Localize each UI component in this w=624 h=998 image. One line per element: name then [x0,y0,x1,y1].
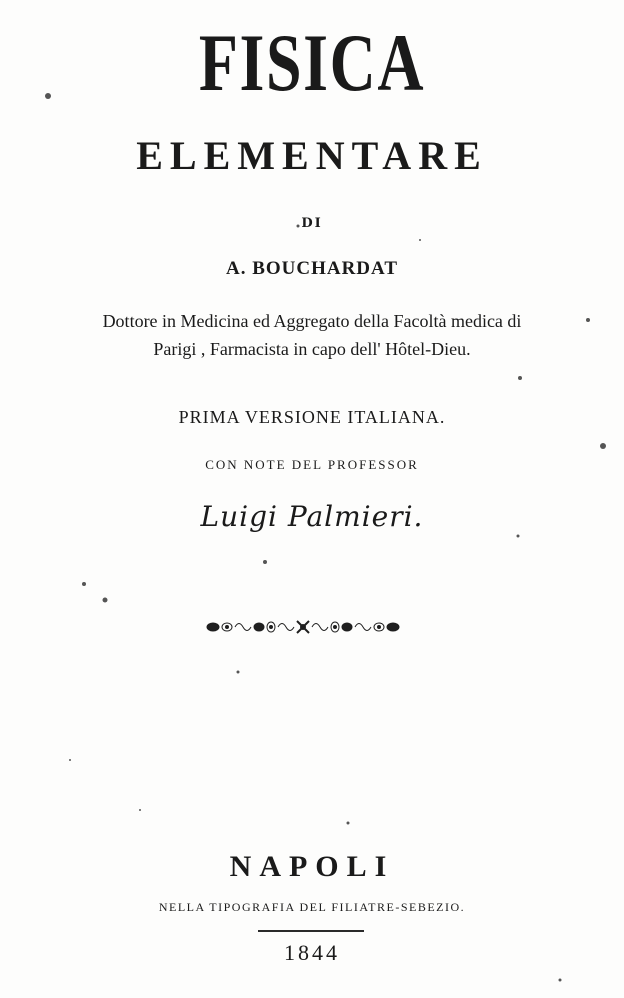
by-label: DI [301,216,323,231]
book-subtitle: ELEMENTARE [136,133,488,178]
imprint-printer: NELLA TIPOGRAFIA DEL FILIATRE-SEBEZIO. [158,900,466,914]
author-name: A. BOUCHARDAT [225,258,399,279]
author-credentials-line-2: Parigi , Farmacista in capo dell' Hôtel-Dieu. [153,339,471,359]
author-credentials-line-1: Dottore in Medicina ed Aggregato della Facoltà medica di [102,311,522,331]
imprint-year: 1844 [284,940,340,965]
printer-ornament-icon [205,617,401,637]
edition-statement: PRIMA VERSIONE ITALIANA. [178,407,446,427]
notes-by-label: CON NOTE DEL PROFESSOR [205,457,419,472]
imprint-city: NAPOLI [229,850,395,883]
imprint-rule [258,930,364,932]
book-title: FISICA [198,17,426,108]
editor-name: Luigi Palmieri. [200,500,424,533]
